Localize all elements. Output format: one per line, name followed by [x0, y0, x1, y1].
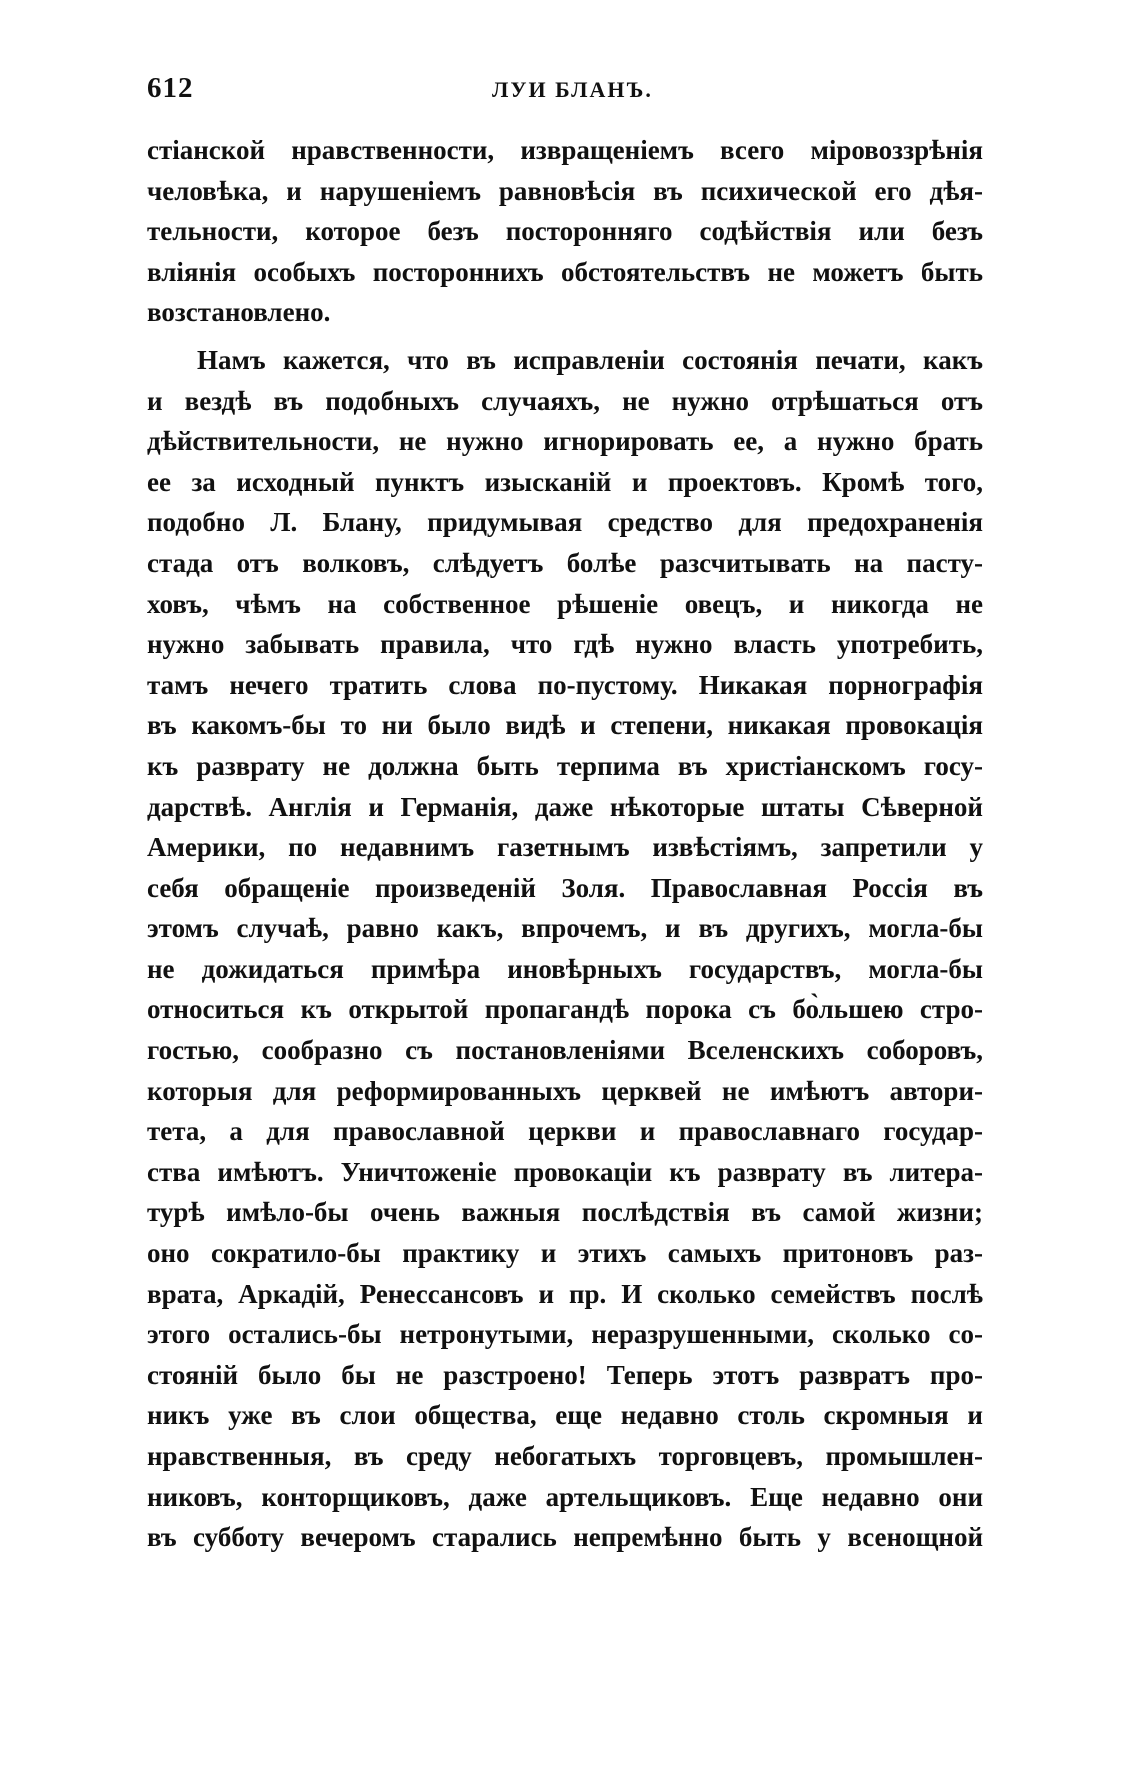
text-line: нравственныя, въ среду небогатыхъ торговцевъ, промышлен-: [147, 1441, 983, 1471]
text-line: вліянія особыхъ постороннихъ обстоятельствъ не можетъ быть: [147, 256, 983, 287]
text-line: себя обращеніе произведеній Золя. Православная Россія въ: [147, 872, 983, 903]
text-line: подобно Л. Блану, придумывая средство для предохраненія: [147, 507, 983, 538]
text-line: возстановлено.: [147, 297, 331, 328]
text-line: тета, а для православной церкви и православнаго государ-: [147, 1116, 983, 1147]
text-line: этомъ случаѣ, равно какъ, впрочемъ, и въ другихъ, могла-бы: [147, 913, 983, 944]
text-line: никъ уже въ слои общества, еще недавно столь скромныя и: [147, 1400, 983, 1431]
text-line: стада отъ волковъ, слѣдуетъ болѣе разсчитывать на пасту-: [147, 547, 983, 578]
text-line: врата, Аркадій, Ренессансовъ и пр. И сколько семействъ послѣ: [147, 1278, 983, 1309]
text-line: къ разврату не должна быть терпима въ христіанскомъ госу-: [147, 750, 983, 781]
text-line: ее за исходный пунктъ изысканій и проектовъ. Кромѣ того,: [147, 466, 983, 497]
text-line: стіанской нравственности, извращеніемъ всего міровоззрѣнія: [147, 135, 983, 165]
text-line: ства имѣютъ. Уничтоженіе провокаціи къ разврату въ литера-: [147, 1156, 983, 1187]
text-line: никовъ, конторщиковъ, даже артельщиковъ. Еще недавно они: [147, 1481, 983, 1512]
text-line: Намъ кажется, что въ исправленіи состоянія печати, какъ: [197, 344, 983, 375]
text-line: Америки, по недавнимъ газетнымъ извѣстіямъ, запретили у: [147, 832, 983, 863]
text-line: которыя для реформированныхъ церквей не имѣютъ автори-: [147, 1075, 983, 1106]
text-line: стояній было бы не разстроено! Теперь этотъ развратъ про-: [147, 1359, 983, 1390]
text-line: тамъ нечего тратить слова по-пустому. Никакая порнографія: [147, 669, 983, 700]
text-line: оно сократило-бы практику и этихъ самыхъ притоновъ раз-: [147, 1238, 983, 1269]
page-header: [147, 72, 983, 112]
text-line: турѣ имѣло-бы очень важныя послѣдствія въ самой жизни;: [147, 1197, 983, 1228]
text-line: въ субботу вечеромъ старались непремѣнно быть у всенощной: [147, 1522, 983, 1553]
paragraph: [147, 340, 983, 1558]
text-line: относиться къ открытой пропагандѣ порока съ бо̀льшею стро-: [147, 994, 983, 1025]
text-line: ховъ, чѣмъ на собственное рѣшеніе овецъ, и никогда не: [147, 588, 983, 619]
text-line: этого остались-бы нетронутыми, неразрушенными, сколько со-: [147, 1319, 983, 1350]
text-line: въ какомъ-бы то ни было видѣ и степени, никакая провокація: [147, 710, 983, 741]
text-line: и вездѣ въ подобныхъ случаяхъ, не нужно отрѣшаться отъ: [147, 385, 983, 416]
paragraph: [147, 130, 983, 333]
text-line: гостью, сообразно съ постановленіями Вселенскихъ соборовъ,: [147, 1035, 983, 1066]
text-line: дѣйствительности, не нужно игнорировать ее, а нужно брать: [147, 426, 983, 457]
body-text: [147, 130, 983, 1558]
text-line: тельности, которое безъ посторонняго содѣйствія или безъ: [147, 216, 983, 247]
text-line: человѣка, и нарушеніемъ равновѣсія въ психической его дѣя-: [147, 175, 983, 206]
running-head: ЛУИ БЛАНЪ.: [492, 77, 653, 102]
text-line: дарствѣ. Англія и Германія, даже нѣкоторые штаты Сѣверной: [147, 791, 983, 822]
text-line: не дожидаться примѣра иновѣрныхъ государствъ, могла-бы: [147, 953, 983, 984]
text-line: нужно забывать правила, что гдѣ нужно власть употребить,: [147, 629, 983, 660]
page-number: 612: [147, 72, 194, 104]
